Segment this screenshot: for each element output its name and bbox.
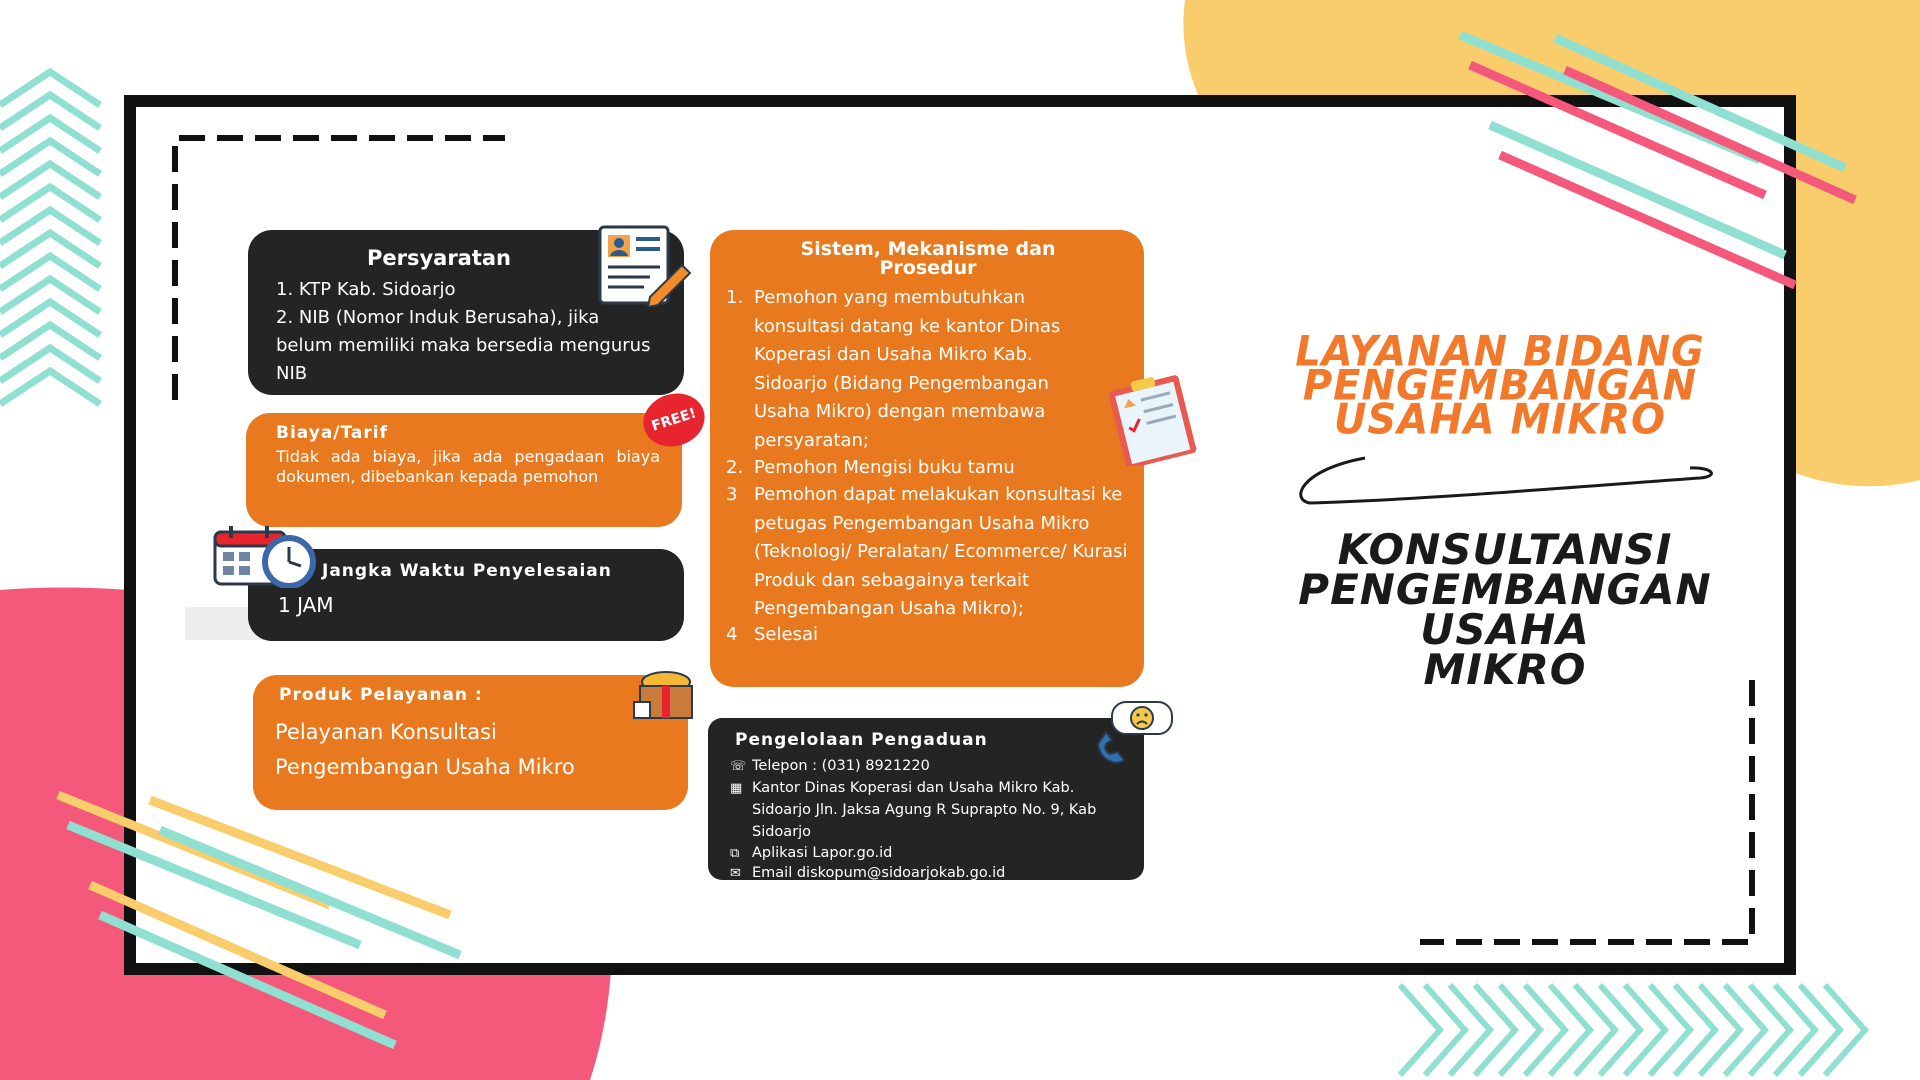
contact-phone: ☏ Telepon : (031) 8921220 [728,756,1130,777]
contact-email: ✉ Email diskopum@sidoarjokab.go.id [728,863,1130,884]
list-item: 4 Selesai [726,623,818,645]
biaya-card [246,413,682,527]
gift-box-icon [632,668,698,722]
list-item: 2. Pemohon Mengisi buku tamu [726,457,1015,478]
heading-line: LAYANAN BIDANG [1295,327,1705,377]
clipboard-icon [1098,374,1206,466]
document-pencil-icon [598,225,694,307]
top-right-stripes [1460,35,1855,285]
subheading-line: PENGEMBANGAN USAHA [1298,565,1712,654]
contact-address: ▦ Kantor Dinas Koperasi dan Usaha Mikro Kab. Sidoarjo Jln. Jaksa Agung R Suprapto No. 9, Kab Sidoarjo [730,779,1097,840]
list-item: 1. Pemohon yang membutuhkan konsultasi datang ke kantor Dinas Koperasi dan Usaha Mikro Kab. Sidoarjo (Bidang Pengembangan Usaha Mikro) dengan membawa persyaratan; [726,287,1061,451]
jangka-title: Jangka Waktu Penyelesaian [322,561,612,581]
produk-text: Pelayanan Konsultasi Pengembangan Usaha Mikro [275,720,575,779]
contact-app: ⧉ Aplikasi Lapor.go.id [728,843,1130,864]
persyaratan-item: 1. KTP Kab. Sidoarjo [276,279,456,300]
bottom-left-stripes [58,795,460,1045]
pengaduan-card [708,718,1144,880]
persyaratan-title: Persyaratan [366,246,512,270]
subheading-line: KONSULTANSI [1337,525,1673,574]
phone-icon: ☏ [730,759,747,774]
produk-card [253,675,688,810]
subheading-line: MIKRO [1423,645,1587,694]
pengaduan-title: Pengelolaan Pengaduan [735,730,988,750]
produk-title: Produk Pelayanan : [279,685,483,705]
jangka-value: 1 JAM [278,593,334,617]
email-icon: ✉ [730,866,741,881]
biaya-title: Biaya/Tarif [276,423,388,443]
page-heading [1230,327,1770,445]
sistem-title: Sistem, Mekanisme dan Prosedur [800,238,1056,279]
free-badge-label: FREE! [649,405,699,435]
heading-line: USAHA MIKRO [1333,395,1667,445]
persyaratan-item: 2. NIB (Nomor Induk Berusaha), jika belum memiliki maka bersedia mengurus NIB [276,307,651,384]
list-item: 3 Pemohon dapat melakukan konsultasi ke petugas Pengembangan Usaha Mikro (Teknologi/ Peralatan/ Ecommerce/ Kurasi Produk dan sebagainya terkait Pengembangan Usaha Mikro); [726,484,1128,619]
building-icon: ▦ [730,780,743,796]
sistem-card [710,230,1144,687]
sad-phone-icon [1092,700,1176,768]
calendar-clock-icon [213,522,321,588]
sistem-steps [726,284,1130,646]
heading-line: PENGEMBANGAN [1302,361,1698,411]
dashed-corner-bottom-right [1420,680,1752,942]
app-icon: ⧉ [730,845,740,861]
swoosh-line [1301,458,1712,503]
page-subheading [1235,525,1775,694]
biaya-text: Tidak ada biaya, jika ada pengadaan biaya dokumen, dibebankan kepada pemohon [276,447,660,486]
